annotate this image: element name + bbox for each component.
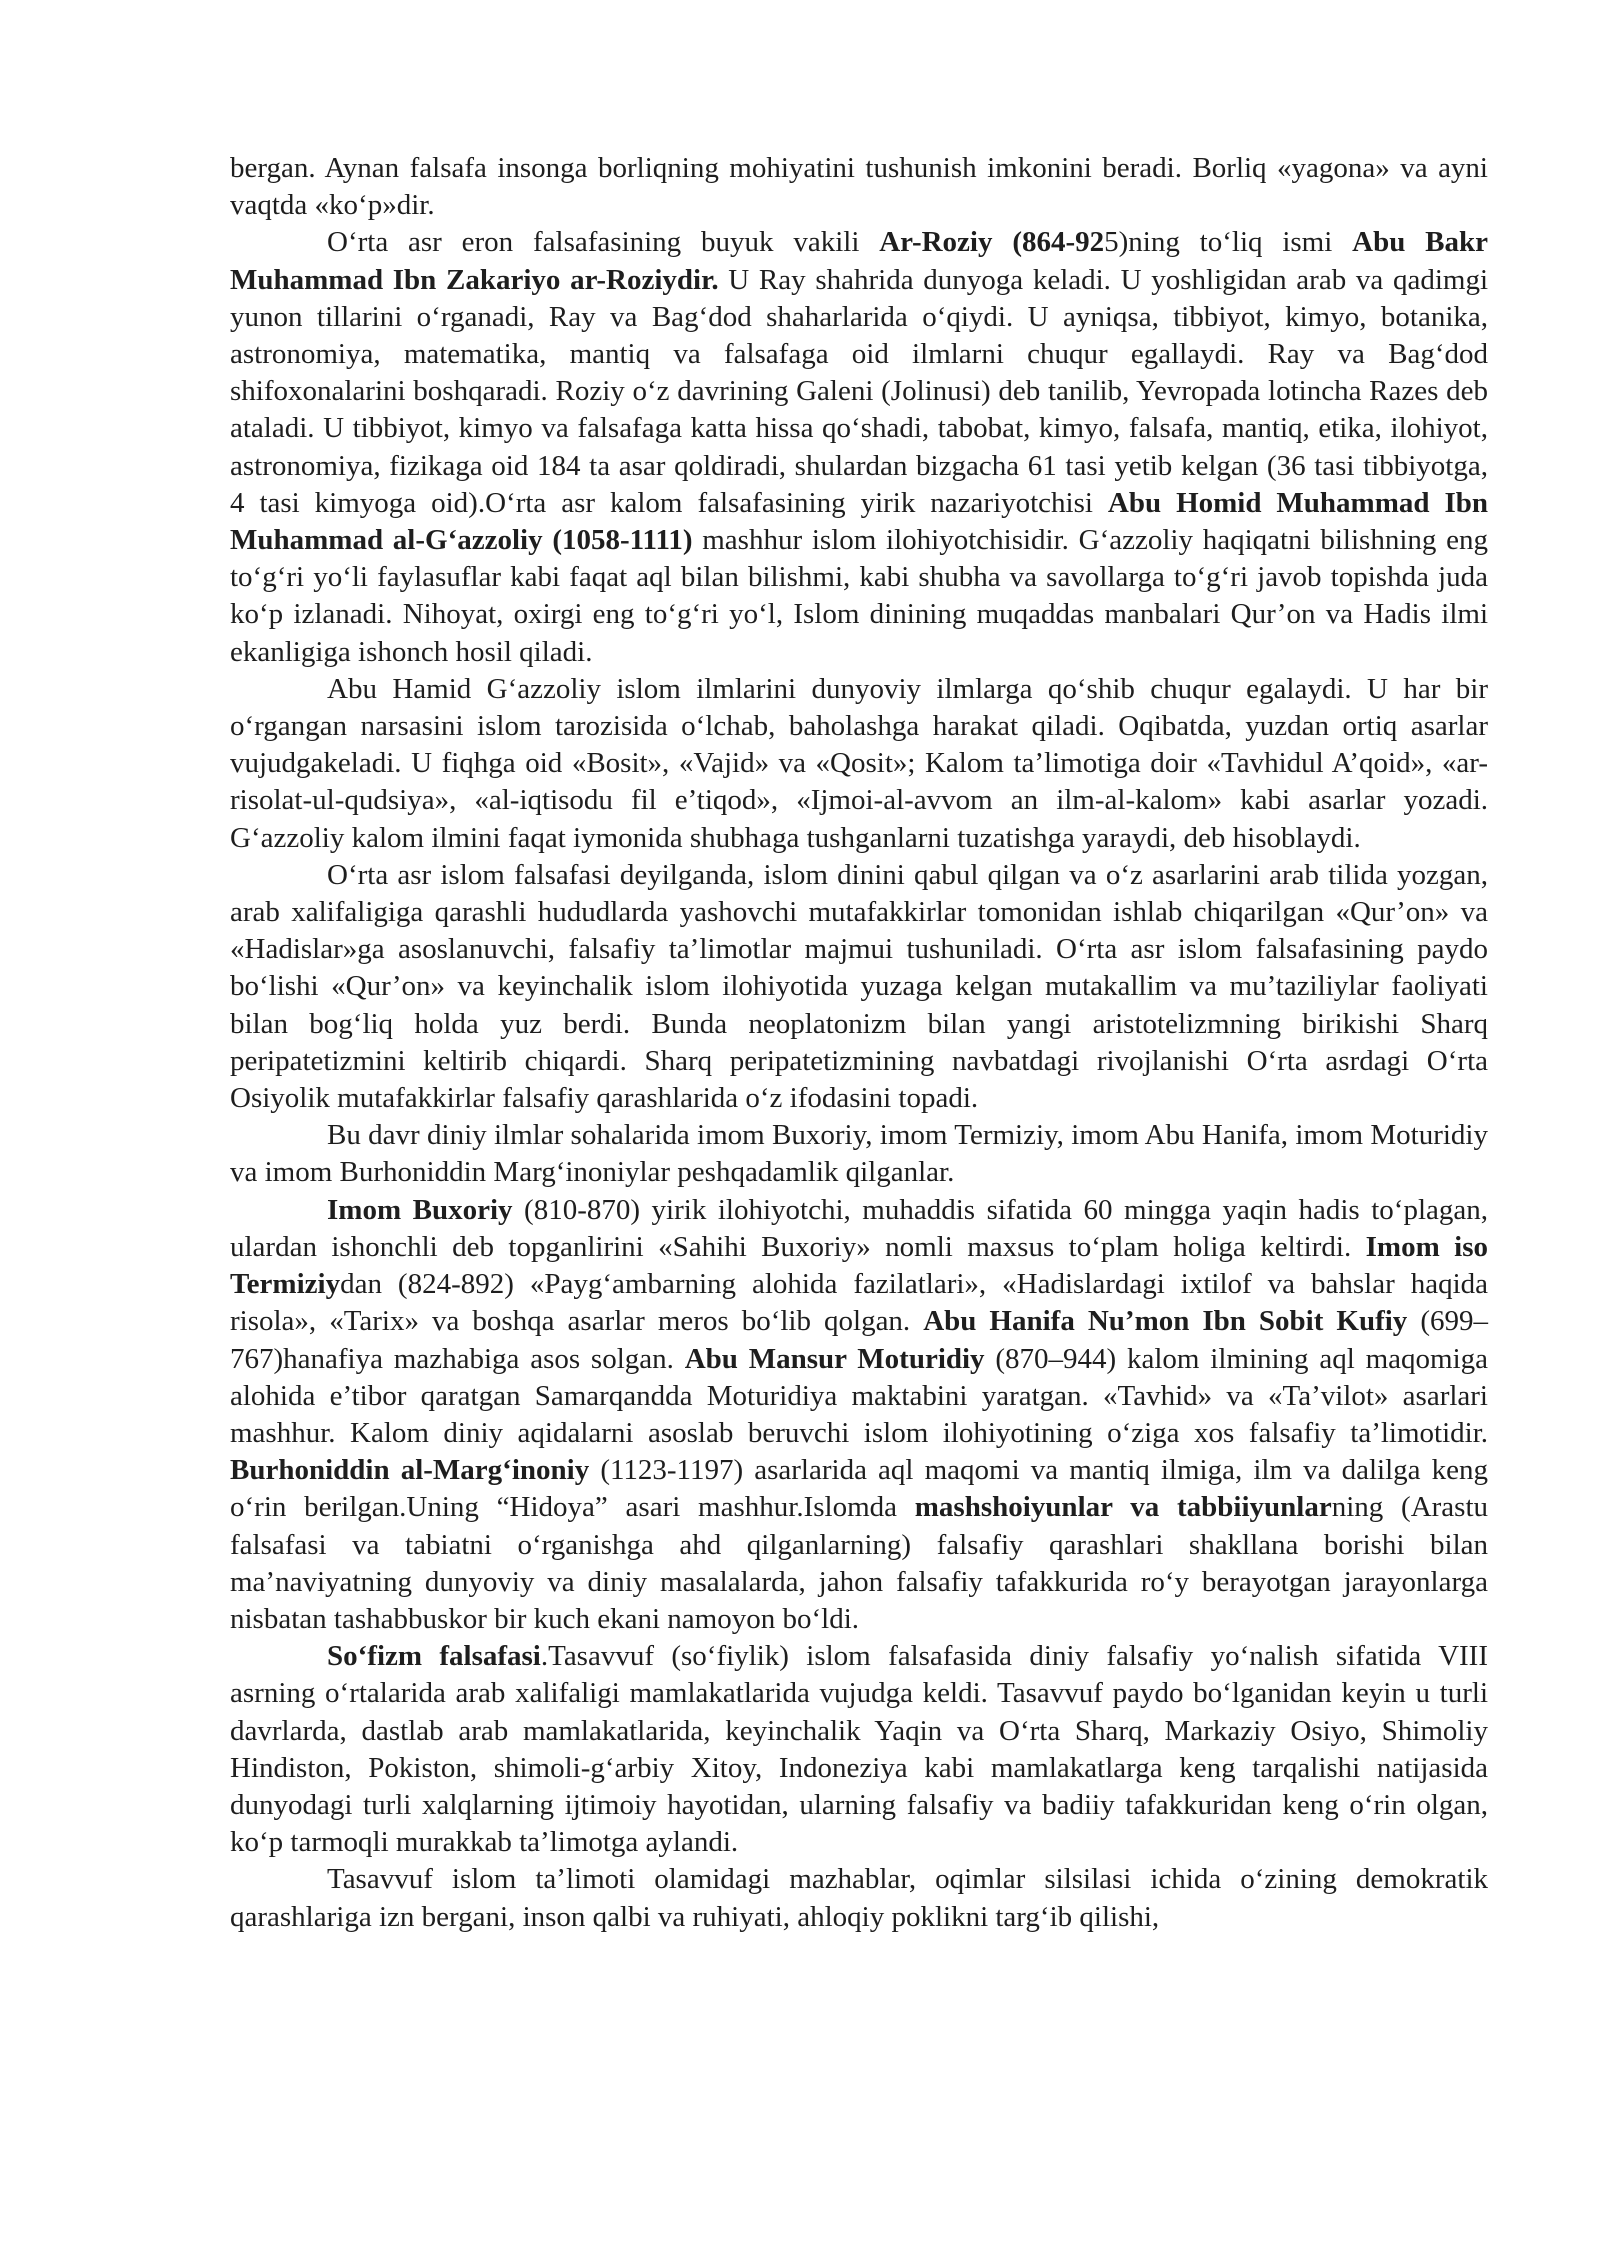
text-run: .Tasavvuf (so‘fiylik) islom falsafasida diniy falsafiy yo‘nalish sifatida VIII asrning o‘rtalarida arab xalifaligi mamlakatlarida vujudga keldi. Tasavvuf paydo bo‘lganidan keyin u turli davrlarda, dastlab arab mamlakatlarida, keyinchalik Yaqin va O‘rta Sharq, Markaziy Osiyo, Shimoliy Hindiston, Pokiston, shimoli-g‘arbiy Xitoy, Indoneziya kabi mamlakatlarga keng tarqalishi natijasida dunyodagi turli xalqlarning ijtimoiy hayotidan, ularning falsafiy va badiiy tafakkuridan keng o‘rin olgan, ko‘p tarmoqli murakkab ta’limotga aylandi. xyxy=(230,1640,1489,1859)
paragraph xyxy=(230,1638,1488,1861)
text-run: mashhur islom ilohiyotchisidir. G‘azzoliy haqiqatni bilishning eng to‘g‘ri yo‘li faylasuflar kabi faqat aql bilan bilishmi, kabi shubha va savollarga to‘g‘ri javob topishda juda ko‘p izlanadi. Nihoyat, oxirgi eng to‘g‘ri yo‘l, Islom dinining muqaddas manbalari Qur’on va Hadis ilmi ekanligiga ishonch hosil qiladi. xyxy=(230,524,1489,668)
document-page xyxy=(230,150,1488,1936)
paragraph xyxy=(230,1861,1488,1935)
text-run: (870–944) kalom ilmining aql maqomiga alohida e’tibor qaratgan Samarqandda Moturidiya maktabini yaratgan. «Tavhid» va «Ta’vilot» asarlari mashhur. Kalom diniy aqidalarni asoslab beruvchi islom ilohiyotining o‘ziga xos falsafiy ta’limotidir. xyxy=(230,1342,1489,1449)
text-run: (699–767)hanafiya mazhabiga asos solgan. xyxy=(230,1305,1488,1375)
bold-text-run: mashshoiyunlar va tabbiiyunlar xyxy=(914,1491,1332,1524)
paragraph xyxy=(230,671,1488,857)
text-run: Abu Hamid G‘azzoliy islom ilmlarini dunyoviy ilmlarga qo‘shib chuqur egalaydi. U har bir o‘rgangan narsasini islom tarozisida o‘lchab, baholashga harakat qiladi. Oqibatda, yuzdan ortiq asarlar vujudgakeladi. U fiqhga oid «Bosit», «Vajid» va «Qosit»; Kalom ta’limotiga doir «Tavhidul A’qoid», «ar-risolat-ul-qudsiya», «al-iqtisodu fil e’tiqod», «Ijmoi-al-avvom an ilm-al-kalom» kabi asarlar yozadi. G‘azzoliy kalom ilmini faqat iymonida shubhaga tushganlarni tuzatishga yaraydi, deb hisoblaydi. xyxy=(230,672,1488,854)
paragraph xyxy=(230,857,1488,1117)
text-run: Bu davr diniy ilmlar sohalarida imom Buxoriy, imom Termiziy, imom Abu Hanifa, imom Moturidiy va imom Burhoniddin Marg‘inoniylar peshqadamlik qilganlar. xyxy=(230,1119,1488,1189)
text-run: O‘rta asr islom falsafasi deyilganda, islom dinini qabul qilgan va o‘z asarlarini arab tilida yozgan, arab xalifaligiga qarashli hududlarda yashovchi mutafakkirlar tomonidan ishlab chiqarilgan «Qur’on» va «Hadislar»ga asoslanuvchi, falsafiy ta’limotlar majmui tushuniladi. O‘rta asr islom falsafasining paydo bo‘lishi «Qur’on» va keyinchalik islom ilohiyotida yuzaga kelgan mutakallim va mu’taziliylar faoliyati bilan bog‘liq holda yuz berdi. Bunda neoplatonizm bilan yangi aristotelizmning birikishi Sharq peripatetizmini keltirib chiqardi. Sharq peripatetizmining navbatdagi rivojlanishi O‘rta asrdagi O‘rta Osiyolik mutafakkirlar falsafiy qarashlarida o‘z ifodasini topadi. xyxy=(230,858,1488,1115)
paragraph xyxy=(230,224,1488,670)
paragraph xyxy=(230,150,1488,224)
text-run: O‘rta asr eron falsafasining buyuk vakili xyxy=(327,226,880,259)
text-run: 5)ning to‘liq ismi xyxy=(1104,226,1353,259)
bold-text-run: Ar-Roziy (864-92 xyxy=(879,226,1105,259)
bold-text-run: Burhoniddin al-Marg‘inoniy xyxy=(230,1454,590,1487)
text-run: (1123-1197) asarlarida aql maqomi va mantiq ilmiga, ilm va dalilga keng o‘rin berilgan.Uning “Hidoya” asari mashhur.Islomda xyxy=(230,1454,1488,1524)
paragraph xyxy=(230,1117,1488,1191)
text-run: Tasavvuf islom ta’limoti olamidagi mazhablar, oqimlar silsilasi ichida o‘zining demokratik qarashlariga izn bergani, inson qalbi va ruhiyati, ahloqiy poklikni targ‘ib qilishi, xyxy=(230,1863,1488,1933)
text-run: bergan. Aynan falsafa insonga borliqning mohiyatini tushunish imkonini beradi. Borliq «yagona» va ayni vaqtda «ko‘p»dir. xyxy=(230,152,1488,222)
bold-text-run: So‘fizm falsafasi xyxy=(327,1640,541,1673)
text-run: U Ray shahrida dunyoga keladi. U yoshligidan arab va qadimgi yunon tillarini o‘rganadi, Ray va Bag‘dod shaharlarida o‘qiydi. U ayniqsa, tibbiyot, kimyo, botanika, astronomiya, matematika, mantiq va falsafaga oid ilmlarni chuqur egallaydi. Ray va Bag‘dod shifoxonalarini boshqaradi. Roziy o‘z davrining Galeni (Jolinusi) deb tanilib, Yevropada lotincha Razes deb ataladi. U tibbiyot, kimyo va falsafaga katta hissa qo‘shadi, tabobat, kimyo, falsafa, mantiq, etika, ilohiyot, astronomiya, fizikaga oid 184 ta asar qoldiradi, shulardan bizgacha 61 tasi yetib kelgan (36 tasi tibbiyotga, 4 tasi kimyoga oid).O‘rta asr kalom falsafasining yirik nazariyotchisi xyxy=(230,263,1489,519)
bold-text-run: Abu Bakr Muhammad Ibn Zakariyo ar-Roziydir. xyxy=(230,226,1488,296)
text-run: ning (Arastu falsafasi va tabiatni o‘rganishga ahd qilganlarning) falsafiy qarashlari shakllana borishi bilan ma’naviyatning dunyoviy va diniy masalalarda, jahon falsafiy tafakkurida ro‘y berayotgan jarayonlarga nisbatan tashabbuskor bir kuch ekani namoyon bo‘ldi. xyxy=(230,1491,1489,1635)
text-run: dan (824-892) «Payg‘ambarning alohida fazilatlari», «Hadislardagi ixtilof va bahslar haqida risola», «Tarix» va boshqa asarlar meros bo‘lib qolgan. xyxy=(230,1268,1488,1338)
bold-text-run: Imom Buxoriy xyxy=(327,1193,513,1226)
bold-text-run: Imom iso Termiziy xyxy=(230,1230,1488,1301)
bold-text-run: Abu Hanifa Nu’mon Ibn Sobit Kufiy xyxy=(923,1305,1408,1338)
text-run: (810-870) yirik ilohiyotchi, muhaddis sifatida 60 mingga yaqin hadis to‘plagan, ulardan ishonchli deb topganlirini «Sahihi Buxoriy» nomli maxsus to‘plam holiga keltirdi. xyxy=(230,1193,1488,1263)
bold-text-run: Abu Mansur Moturidiy xyxy=(684,1342,985,1375)
paragraph xyxy=(230,1192,1488,1638)
bold-text-run: Abu Homid Muhammad Ibn Muhammad al-G‘azzoliy (1058-1111) xyxy=(230,486,1489,557)
